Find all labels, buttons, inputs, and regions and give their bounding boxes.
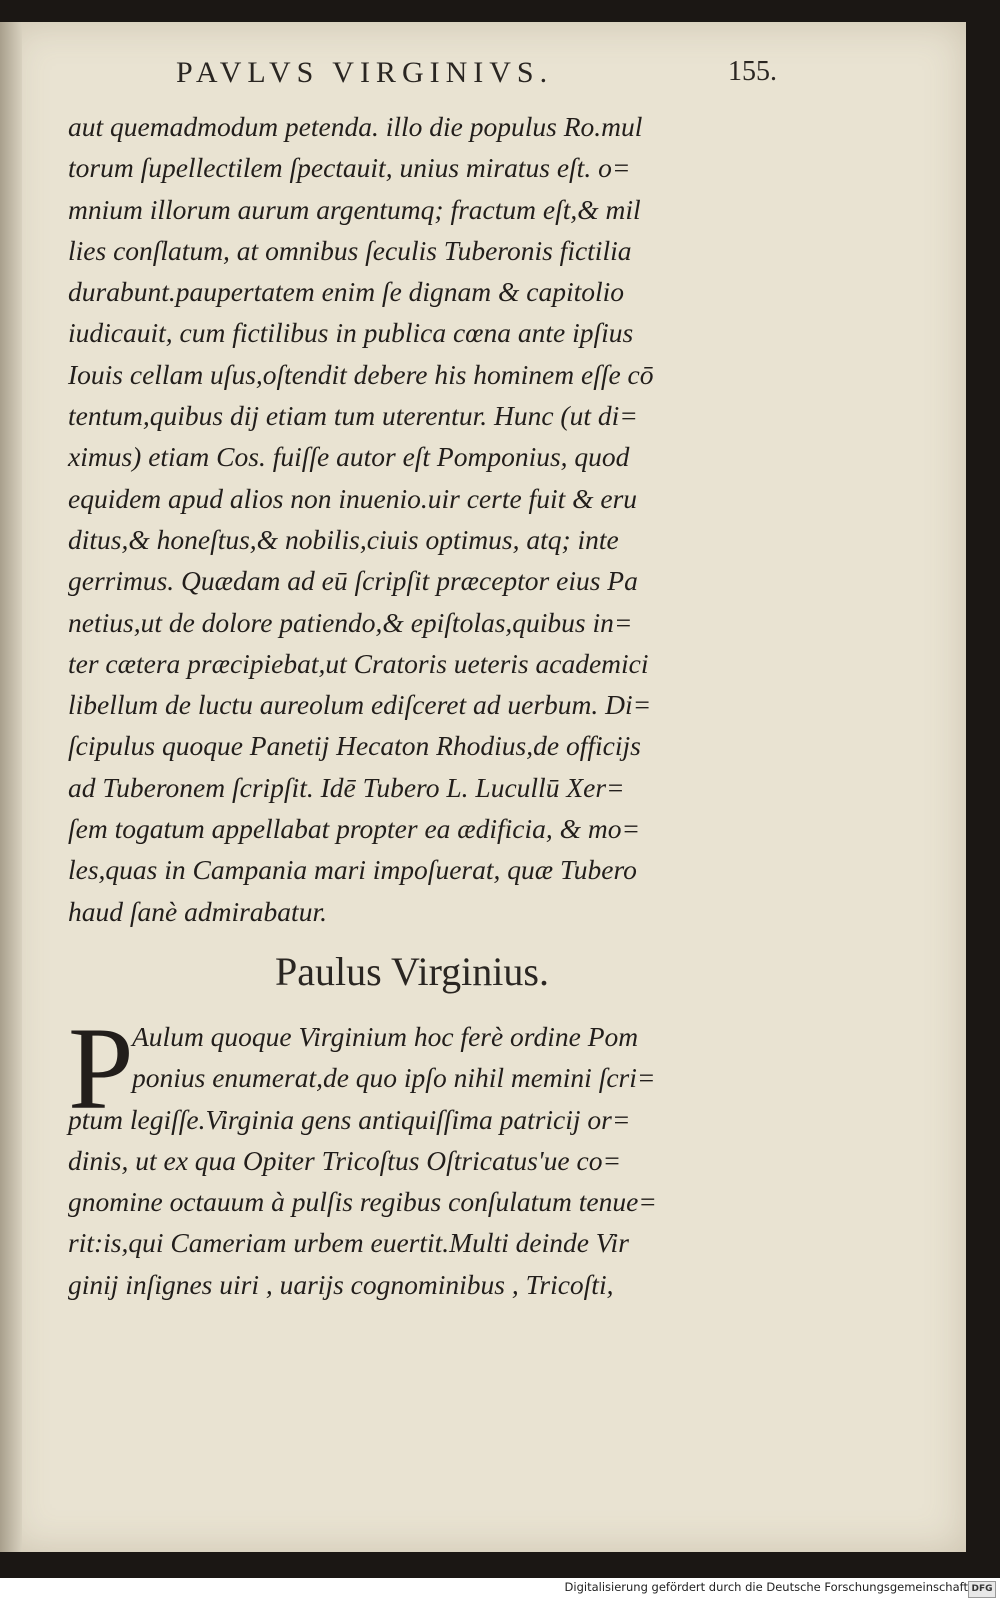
text-line: torum ſupellectilem ſpectauit, unius miratus eſt. o= [68, 152, 631, 184]
text-line: durabunt.paupertatem enim ſe dignam & capitolio [68, 276, 625, 308]
text-line: ditus,& honeſtus,& nobilis,ciuis optimus, atq; inte [68, 523, 619, 555]
paragraph-1 [68, 106, 768, 932]
text-line: ptum legiſſe.Virginia gens antiquiſſima patricij or= [68, 1103, 631, 1135]
digitization-footer [0, 1578, 1000, 1600]
text-line: Aulum quoque Virginium hoc ferè ordine Pom [132, 1021, 639, 1052]
text-line: mnium illorum aurum argentumq; fractum eſt,& mil [68, 193, 641, 225]
text-line: aut quemadmodum petenda. illo die populus Ro.mul [68, 111, 643, 142]
text-line: equidem apud alios non inuenio.uir certe fuit & eru [68, 482, 638, 514]
text-line: Iouis cellam uſus,oſtendit debere his hominem eſſe cō [68, 358, 654, 390]
text-line: rit:is,qui Cameriam urbem euertit.Multi deinde Vir [68, 1227, 629, 1259]
funding-credit: Digitalisierung gefördert durch die Deutsche Forschungsgemeinschaft [564, 1580, 968, 1594]
text-line: ſcipulus quoque Panetij Hecaton Rhodius,de officijs [68, 730, 641, 762]
text-line: gnomine octauum à pulſis regibus conſulatum tenue= [68, 1186, 657, 1218]
text-line: gerrimus. Quædam ad eū ſcripſit præceptor eius Pa [68, 565, 638, 597]
text-line: haud ſanè admirabatur. [68, 895, 327, 927]
running-head: PAVLVS VIRGINIVS. [176, 56, 554, 89]
page-header [60, 56, 790, 106]
text-line: les,quas in Campania mari impoſuerat, quæ Tubero [68, 854, 637, 886]
text-line: ad Tuberonem ſcripſit. Idē Tubero L. Lucullū Xer= [68, 771, 625, 803]
text-line: tentum,quibus dij etiam tum uterentur. Hunc (ut di= [68, 400, 638, 432]
text-line: lies conſlatum, at omnibus ſeculis Tuberonis fictilia [68, 234, 632, 266]
drop-cap: P [68, 1003, 134, 1134]
text-line: ſem togatum appellabat propter ea ædificia, & mo= [68, 813, 641, 845]
text-line: ximus) etiam Cos. fuiſſe autor eſt Pomponius, quod [68, 441, 630, 473]
paragraph-2 [68, 1003, 768, 1305]
text-line: netius,ut de dolore patiendo,& epiſtolas,quibus in= [68, 606, 633, 638]
text-line: iudicauit, cum fictilibus in publica cœna ante ipſius [68, 317, 634, 349]
text-line: libellum de luctu aureolum ediſceret ad uerbum. Di= [68, 689, 652, 721]
page-number: 155. [728, 56, 777, 87]
dfg-logo-icon: DFG [968, 1581, 996, 1598]
text-line: ponius enumerat,de quo ipſo nihil memini ſcri= [132, 1062, 656, 1094]
text-line: ter cætera præcipiebat,ut Cratoris ueteris academici [68, 647, 649, 679]
text-line: ginij inſignes uiri , uarijs cognominibus , Tricoſti, [68, 1268, 614, 1300]
text-line: dinis, ut ex qua Opiter Tricoſtus Oſtricatus'ue co= [68, 1144, 622, 1176]
section-heading: Paulus Virginius. [275, 949, 549, 994]
book-spine [0, 22, 22, 1552]
